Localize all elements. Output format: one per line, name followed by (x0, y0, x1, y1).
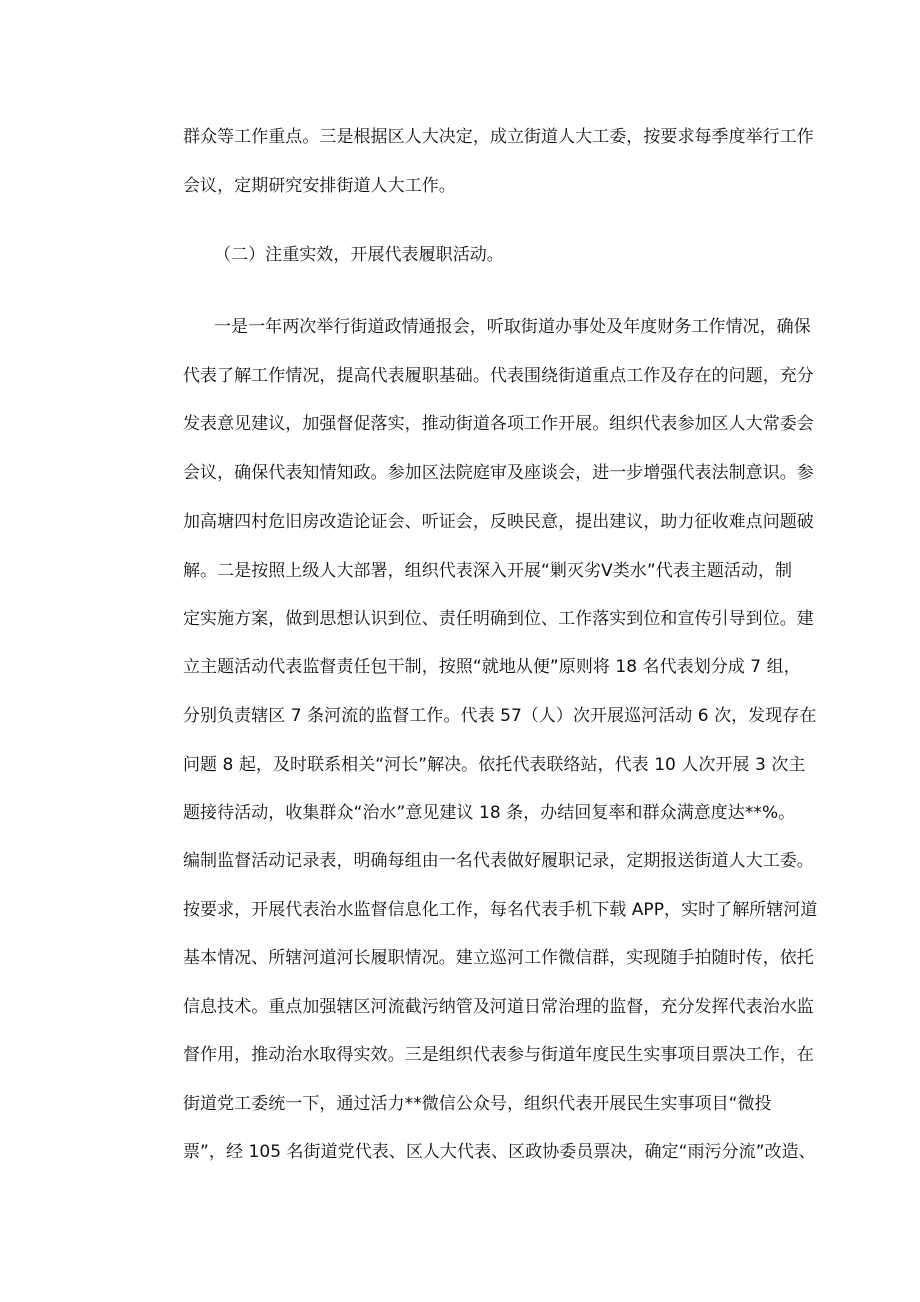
paragraph-line: 按要求，开展代表治水监督信息化工作，每名代表手机下载 APP，实时了解所辖河道 (183, 900, 818, 920)
paragraph-line: 会议，确保代表知情知政。参加区法院庭审及座谈会，进一步增强代表法制意识。参 (183, 463, 814, 483)
paragraph-line: 问题 8 起，及时联系相关“河长”解决。依托代表联络站，代表 10 人次开展 3 次主 (183, 755, 806, 775)
paragraph-line: 代表了解工作情况，提高代表履职基础。代表围绕街道重点工作及存在的问题，充分 (183, 366, 814, 386)
paragraph-line: 立主题活动代表监督责任包干制，按照“就地从便”原则将 18 名代表划分成 7 组， (183, 657, 801, 677)
paragraph-line: 解。二是按照上级人大部署，组织代表深入开展“剿灭劣Ⅴ类水”代表主题活动，制 (183, 561, 793, 581)
section-heading: （二）注重实效，开展代表履职活动。 (214, 245, 504, 265)
paragraph-line: 基本情况、所辖河道河长履职情况。建立巡河工作微信群，实现随手拍随时传，依托 (183, 948, 814, 968)
paragraph-line: 题接待活动，收集群众“治水”意见建议 18 条，办结回复率和群众满意度达**%。 (183, 803, 796, 823)
paragraph-line: 信息技术。重点加强辖区河流截污纳管及河道日常治理的监督，充分发挥代表治水监 (183, 997, 814, 1017)
paragraph-line: 编制监督活动记录表，明确每组由一名代表做好履职记录，定期报送街道人大工委。 (183, 851, 814, 871)
paragraph-line: 发表意见建议，加强督促落实，推动街道各项工作开展。组织代表参加区人大常委会 (183, 414, 814, 434)
paragraph-line: 会议，定期研究安排街道人大工作。 (183, 176, 456, 196)
paragraph-line: 票”，经 105 名街道党代表、区人大代表、区政协委员票决，确定“雨污分流”改造、 (183, 1142, 816, 1162)
paragraph-line: 定实施方案，做到思想认识到位、责任明确到位、工作落实到位和宣传引导到位。建 (183, 609, 814, 629)
paragraph-line: 群众等工作重点。三是根据区人大决定，成立街道人大工委，按要求每季度举行工作 (183, 127, 814, 147)
paragraph-line: 街道党工委统一下，通过活力**微信公众号，组织代表开展民生实事项目“微投 (183, 1094, 772, 1114)
paragraph-line: 督作用，推动治水取得实效。三是组织代表参与街道年度民生实事项目票决工作，在 (183, 1045, 814, 1065)
paragraph-line: 一是一年两次举行街道政情通报会，听取街道办事处及年度财务工作情况，确保 (214, 317, 811, 337)
paragraph-line: 分别负责辖区 7 条河流的监督工作。代表 57（人）次开展巡河活动 6 次，发现存在 (183, 706, 817, 726)
paragraph-line: 加高塘四村危旧房改造论证会、听证会，反映民意，提出建议，助力征收难点问题破 (183, 512, 814, 532)
